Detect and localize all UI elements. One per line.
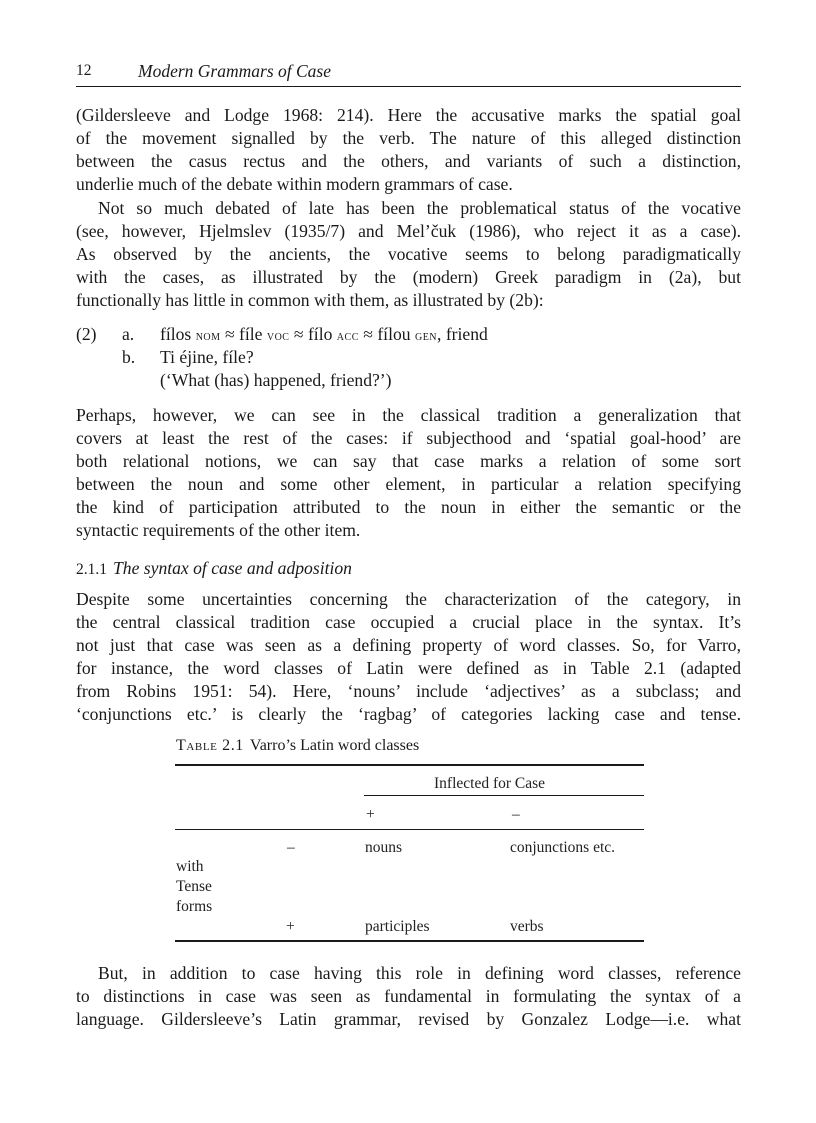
- text-line: of the movement signalled by the verb. The nature of this alleged distinction: [76, 128, 741, 148]
- text-line: between the casus rectus and the others, and variants of such a distinction,: [76, 151, 741, 171]
- section-heading: [76, 558, 352, 579]
- text-line: underlie much of the debate within modern grammars of case.: [76, 174, 513, 194]
- cell-nouns: nouns: [365, 839, 403, 856]
- header-rule: [175, 829, 644, 830]
- table-bottom-rule: [175, 940, 644, 942]
- text-line: As observed by the ancients, the vocative seems to belong paradigmatically: [76, 244, 741, 264]
- tense-plus: +: [286, 918, 295, 935]
- case-gloss: voc: [266, 329, 290, 344]
- row-label-with: with: [176, 858, 204, 875]
- running-head: [76, 60, 741, 87]
- text-line: (see, however, Hjelmslev (1935/7) and Mel’čuk (1986), who reject it as a case).: [76, 221, 741, 241]
- example-a-paradigm: [160, 323, 488, 348]
- text-line: to distinctions in case was seen as fundamental in formulating the syntax of a: [76, 986, 741, 1006]
- text-line: But, in addition to case having this role in defining word classes, reference: [98, 963, 741, 983]
- greek-form: fílou: [377, 324, 411, 344]
- text-line: ‘conjunctions etc.’ is clearly the ‘ragbag’ of categories lacking case and tense.: [76, 704, 741, 724]
- column-header-minus: –: [512, 806, 520, 823]
- table-title: Varro’s Latin word classes: [249, 737, 420, 754]
- greek-form: fílos: [160, 324, 192, 344]
- text-line: functionally has little in common with them, as illustrated by (2b):: [76, 290, 544, 310]
- row-label-tense: Tense: [176, 878, 212, 895]
- section-number: 2.1.1: [76, 561, 107, 578]
- cell-participles: participles: [365, 918, 430, 935]
- text-line: both relational notions, we can say that case marks a relation of some sort: [76, 451, 741, 471]
- approx-symbol: ≈: [363, 324, 373, 344]
- text-line: Not so much debated of late has been the problematical status of the vocative: [98, 198, 741, 218]
- text-line: the kind of participation attributed to the noun in either the semantic or the: [76, 497, 741, 517]
- example-b-text: Ti éjine, fíle?: [160, 347, 254, 367]
- column-header-plus: +: [366, 806, 375, 823]
- text-line: from Robins 1951: 54). Here, ‘nouns’ include ‘adjectives’ as a subclass; and: [76, 681, 741, 701]
- table-caption: [176, 737, 419, 755]
- text-line: not just that case was seen as a defining property of word classes. So, for Varro,: [76, 635, 741, 655]
- column-group-rule: [364, 795, 644, 796]
- tense-minus: –: [287, 839, 295, 856]
- example-b-label: b.: [122, 347, 136, 367]
- running-title: Modern Grammars of Case: [138, 61, 331, 81]
- page-number: 12: [76, 62, 92, 79]
- approx-symbol: ≈: [224, 324, 235, 344]
- text-line: for instance, the word classes of Latin were defined as in Table 2.1 (adapted: [76, 658, 741, 678]
- text-line: between the noun and some other element, in particular a relation specifying: [76, 474, 741, 494]
- example-number: (2): [76, 324, 97, 344]
- text-line: with the cases, as illustrated by the (modern) Greek paradigm in (2a), but: [76, 267, 741, 287]
- example-b-translation: (‘What (has) happened, friend?’): [160, 370, 392, 390]
- table-top-rule: [175, 764, 644, 766]
- text-line: Perhaps, however, we can see in the classical tradition a generalization that: [76, 405, 741, 425]
- table-label: Table 2.1: [176, 737, 244, 754]
- greek-form: fílo: [307, 324, 333, 344]
- example-a-label: a.: [122, 324, 135, 344]
- cell-verbs: verbs: [510, 918, 544, 935]
- cell-conjunctions: conjunctions etc.: [510, 839, 616, 856]
- translation-gloss: , friend: [437, 324, 488, 344]
- text-line: (Gildersleeve and Lodge 1968: 214). Here the accusative marks the spatial goal: [76, 105, 741, 125]
- case-gloss: acc: [336, 329, 359, 344]
- greek-form: fíle: [239, 324, 263, 344]
- text-line: syntactic requirements of the other item.: [76, 520, 361, 540]
- row-label-forms: forms: [176, 898, 213, 915]
- column-group-header: Inflected for Case: [434, 775, 546, 792]
- text-line: Despite some uncertainties concerning the characterization of the category, in: [76, 589, 741, 609]
- case-gloss: gen: [414, 329, 438, 344]
- text-line: language. Gildersleeve’s Latin grammar, revised by Gonzalez Lodge—i.e. what: [76, 1009, 741, 1029]
- case-gloss: nom: [195, 329, 221, 344]
- text-line: the central classical tradition case occupied a crucial place in the syntax. It’s: [76, 612, 741, 632]
- text-line: covers at least the rest of the cases: if subjecthood and ‘spatial goal-hood’ are: [76, 428, 741, 448]
- section-title: The syntax of case and adposition: [113, 558, 352, 578]
- approx-symbol: ≈: [293, 324, 304, 344]
